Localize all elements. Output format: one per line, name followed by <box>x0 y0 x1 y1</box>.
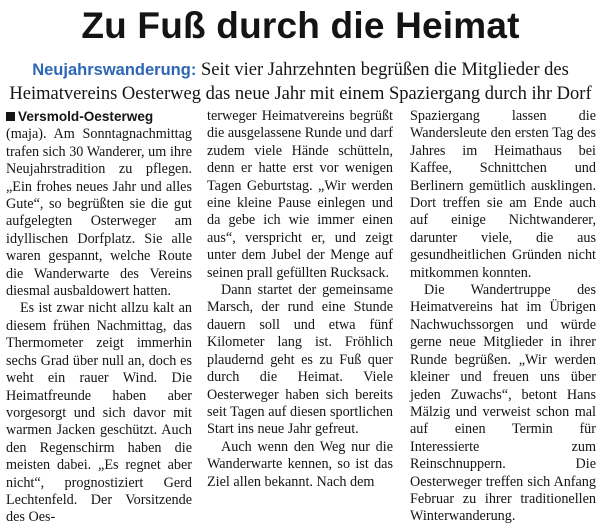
paragraph: Die Wandertruppe des Heimatvereins hat im Übrigen Nachwuchssorgen und würde gerne neue Mitglieder in ihrer Runde begrüßen. „Wir werden kleiner und freuen uns über jeden Zuwachs“, betont Hans Mälzig und verweist schon mal auf einen Termin für Interessierte zum Reinschnuppern. Die Oesterweger treffen sich Anfang Februar zu ihrer traditionellen Winterwanderung. <box>410 282 596 525</box>
article-column-1 <box>6 108 192 527</box>
paragraph: Dann startet der gemeinsame Marsch, der rund eine Stunde dauern soll und etwa fünf Kilometer lang ist. Fröhlich plaudernd geht es zu Fuß quer durch die Heimat. Viele Oesterweger haben sich bereits seit Tagen auf diesen sportlichen Start ins neue Jahr gefreut. <box>207 282 393 438</box>
subhead-text: Seit vier Jahrzehnten begrüßen die Mitglieder des Heimatvereins Oesterweg das neue Jahr mit einem Spaziergang durch ihr Dorf <box>9 60 592 104</box>
article-column-2 <box>207 108 393 491</box>
headline: Zu Fuß durch die Heimat <box>81 5 520 46</box>
paragraph: terweger Heimatvereins begrüßt die ausgelassene Runde und darf zudem viele Hände schütteln, denn er hatte erst vor wenigen Tagen Geburtstag. „Wir werden eine kleine Pause einlegen und da gebe ich wie immer einen aus“, verspricht er, und zeigt unter dem Jubel der Menge auf seinen prall gefüllten Rucksack. <box>207 108 393 281</box>
paragraph: Auch wenn den Weg nur die Wanderwarte kennen, so ist das Ziel allen bekannt. Nach dem <box>207 438 393 490</box>
paragraph: Es ist zwar nicht allzu kalt an diesem frühen Nachmittag, das Thermometer zeigt immerhin sechs Grad über null an, doch es weht ein rauer Wind. Die Heimatfreunde haben aber vorgesorgt und sich davor mit warmen Jacken geschützt. Auch den Regenschirm haben die meisten dabei. „Es regnet aber nicht“, prognostiziert Gerd Lechtenfeld. Der Vorsitzende des Oes- <box>6 300 192 526</box>
lead-paragraph <box>6 108 192 300</box>
paragraph: Spaziergang lassen die Wandersleute den ersten Tag des Jahres im Heimathaus bei Kaffee, Schnittchen und Berlinern gemütlich ausklingen. Dort treffen sie am Ende auch auf einige Nichtwanderer, darunter viele, die aus gesundheitlichen Gründen nicht mitkommen konnten. <box>410 108 596 281</box>
bullet-square-icon <box>6 112 15 121</box>
dateline: Versmold-Oesterweg <box>18 109 154 124</box>
paragraph-text: (maja). Am Sonntagnachmittag trafen sich 30 Wanderer, um ihre Neujahrstradition zu pflegen. „Ein frohes neues Jahr und alles Gute“, so begrüßten sie die gut aufgelegten Osterweger am idyllischen Dorfplatz. Sie alle waren gespannt, welche Route die Wanderwarte des Vereins diesmal ausbaldowert hatten. <box>6 126 192 300</box>
article-column-3 <box>410 108 596 526</box>
subheadline <box>4 58 597 106</box>
subhead-kicker: Neujahrswanderung: <box>32 61 197 79</box>
